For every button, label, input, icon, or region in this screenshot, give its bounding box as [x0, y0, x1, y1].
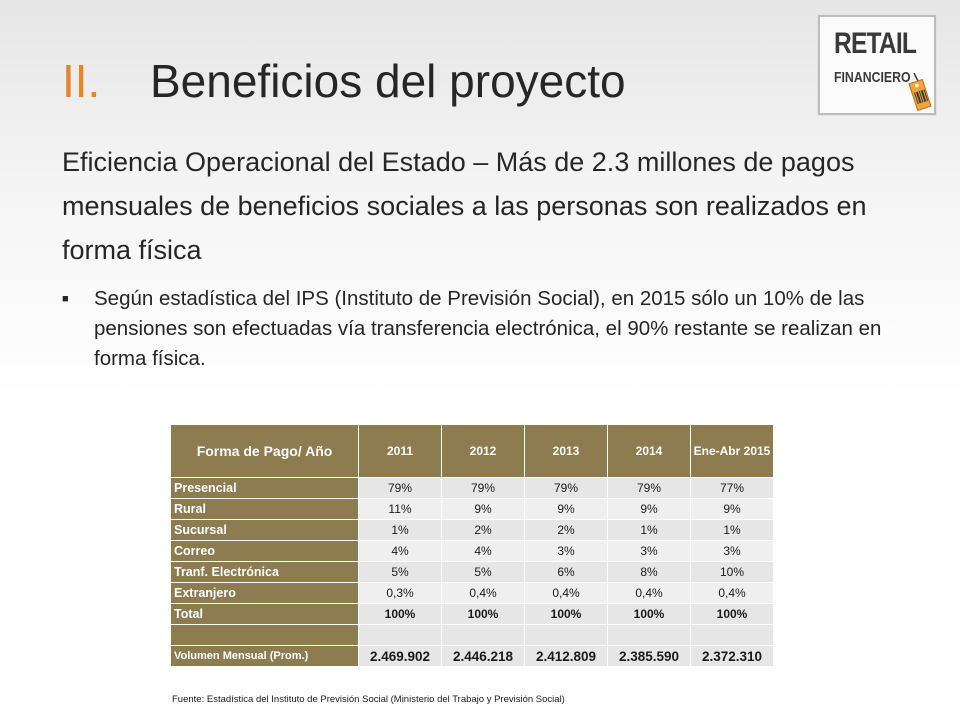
table-cell: 79%: [525, 478, 608, 499]
table-cell: 79%: [608, 478, 691, 499]
table-row-total: [171, 604, 774, 625]
source-note: Fuente: Estadística del Instituto de Previsión Social (Ministerio del Trabajo y Previsión Social): [172, 694, 565, 705]
table-cell: 0,4%: [691, 583, 774, 604]
table-cell: 9%: [691, 499, 774, 520]
row-label: [171, 625, 359, 646]
table-row: [171, 499, 774, 520]
row-label: Sucursal: [171, 520, 359, 541]
table-cell: 1%: [691, 520, 774, 541]
table-cell: 4%: [442, 541, 525, 562]
table-cell: 100%: [359, 604, 442, 625]
payment-table: [170, 424, 774, 667]
section-number: II.: [62, 55, 101, 107]
table-cell: 0,4%: [442, 583, 525, 604]
table-cell: 1%: [608, 520, 691, 541]
logo-line-1: RETAIL: [834, 27, 917, 60]
column-header: Ene-Abr 2015: [691, 425, 774, 478]
table-row: [171, 562, 774, 583]
table-cell: 100%: [691, 604, 774, 625]
table-cell: 4%: [359, 541, 442, 562]
table-cell: 2%: [442, 520, 525, 541]
table-cell: 100%: [442, 604, 525, 625]
column-header: 2011: [359, 425, 442, 478]
table-cell: [691, 625, 774, 646]
table-cell: 0,4%: [525, 583, 608, 604]
table-cell: [525, 625, 608, 646]
row-label: Extranjero: [171, 583, 359, 604]
table-cell: 100%: [608, 604, 691, 625]
table-row: [171, 541, 774, 562]
table-cell: 77%: [691, 478, 774, 499]
table-header-row: [171, 425, 774, 478]
table-cell: [442, 625, 525, 646]
price-tag-icon: [908, 73, 932, 113]
slide-title: [62, 55, 626, 107]
payment-method-table: [170, 424, 774, 667]
table-cell: 9%: [442, 499, 525, 520]
table-cell: 3%: [691, 541, 774, 562]
table-cell: 0,3%: [359, 583, 442, 604]
title-text: Beneficios del proyecto: [150, 55, 626, 107]
table-row: [171, 583, 774, 604]
table-cell: [359, 625, 442, 646]
table-row: [171, 520, 774, 541]
table-cell: 5%: [359, 562, 442, 583]
row-label: Total: [171, 604, 359, 625]
row-label: Rural: [171, 499, 359, 520]
retail-financiero-logo: [818, 15, 936, 115]
table-cell: 79%: [442, 478, 525, 499]
table-cell: 0,4%: [608, 583, 691, 604]
table-cell: 2.412.809: [525, 646, 608, 667]
table-cell: 5%: [442, 562, 525, 583]
table-cell: 9%: [525, 499, 608, 520]
column-header: 2012: [442, 425, 525, 478]
table-cell: 2.385.590: [608, 646, 691, 667]
square-bullet-icon: ■: [62, 293, 69, 305]
table-cell: 3%: [525, 541, 608, 562]
column-header: 2014: [608, 425, 691, 478]
table-cell: 1%: [359, 520, 442, 541]
table-cell: 3%: [608, 541, 691, 562]
table-cell: 10%: [691, 562, 774, 583]
table-cell: 8%: [608, 562, 691, 583]
table-cell: 11%: [359, 499, 442, 520]
table-cell: 9%: [608, 499, 691, 520]
table-cell: 6%: [525, 562, 608, 583]
table-cell: 2.446.218: [442, 646, 525, 667]
row-label: Correo: [171, 541, 359, 562]
table-cell: [608, 625, 691, 646]
bullet-item: [62, 284, 902, 374]
table-cell: 100%: [525, 604, 608, 625]
logo-line-2: FINANCIERO: [834, 69, 911, 86]
table-row-empty: [171, 625, 774, 646]
row-label: Tranf. Electrónica: [171, 562, 359, 583]
table-cell: 2%: [525, 520, 608, 541]
column-header: Forma de Pago/ Año: [171, 425, 359, 478]
column-header: 2013: [525, 425, 608, 478]
bullet-text: Según estadística del IPS (Instituto de Previsión Social), en 2015 sólo un 10% de las pensiones son efectuadas vía transferencia electrónica, el 90% restante se realizan en forma física.: [94, 287, 882, 370]
subtitle: Eficiencia Operacional del Estado – Más de 2.3 millones de pagos mensuales de beneficios sociales a las personas son realizados en forma física: [62, 147, 867, 265]
table-cell: 2.372.310: [691, 646, 774, 667]
table-cell: 79%: [359, 478, 442, 499]
row-label: Volumen Mensual (Prom.): [171, 646, 359, 667]
table-row-volume: [171, 646, 774, 667]
table-row: [171, 478, 774, 499]
row-label: Presencial: [171, 478, 359, 499]
table-cell: 2.469.902: [359, 646, 442, 667]
